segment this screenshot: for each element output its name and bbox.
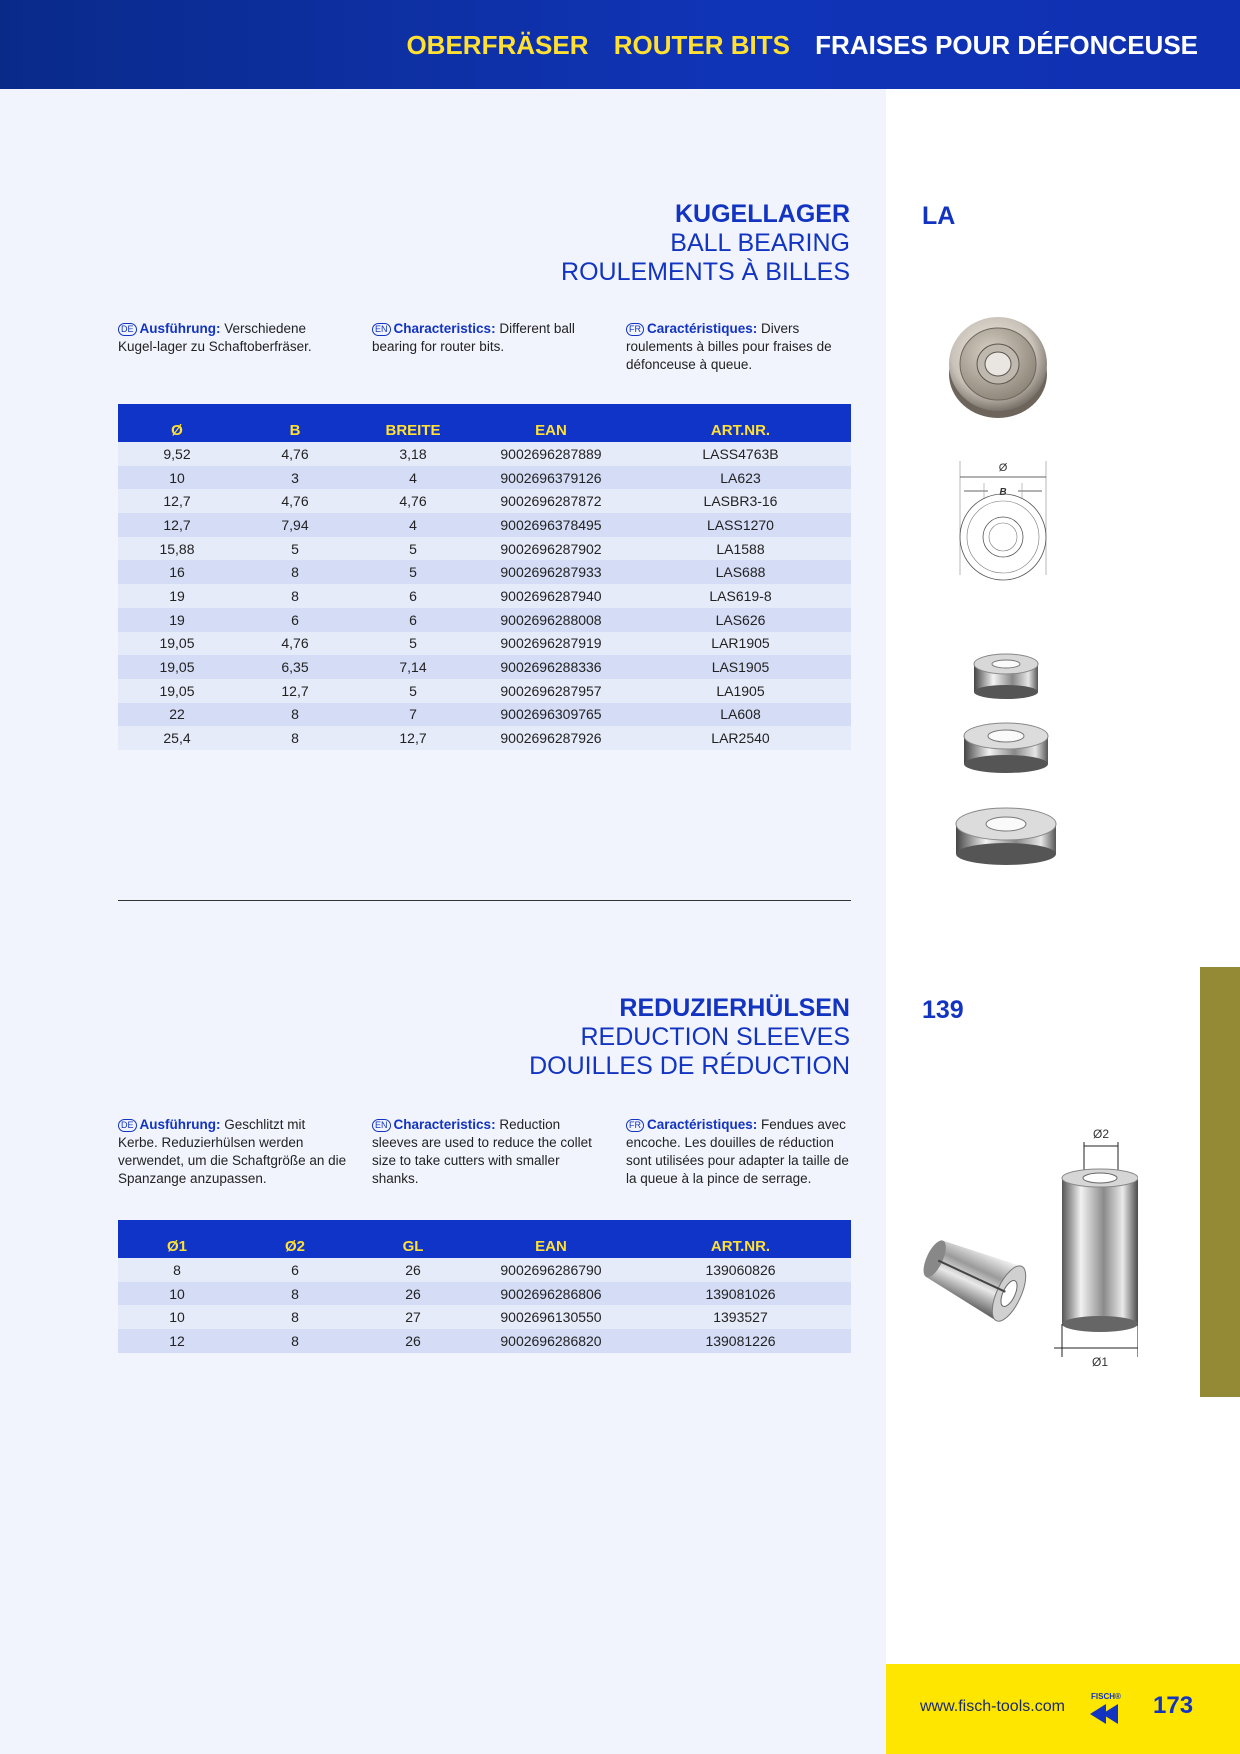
lang-badge-fr: FR [626, 323, 644, 336]
desc-text: Verschiedene Kugel-lager zu Schaftoberfräser. [118, 321, 312, 354]
ball-bearing-table [118, 404, 851, 750]
table-cell: LAR1905 [630, 632, 851, 656]
table-header-row [118, 404, 851, 442]
table-row [118, 1305, 851, 1329]
diagram-d2-label: Ø2 [1092, 1127, 1110, 1141]
table-cell: 4 [354, 466, 472, 490]
desc-label: Ausführung: [139, 321, 221, 336]
table-cell: 139081026 [630, 1282, 851, 1306]
table-cell: 4,76 [354, 489, 472, 513]
section1-desc-de [118, 320, 348, 356]
table-cell: LAS688 [630, 560, 851, 584]
column-header: ART.NR. [630, 404, 851, 442]
column-header: EAN [472, 1220, 630, 1258]
bearing-large-photo [952, 802, 1060, 872]
table-cell: 19 [118, 608, 236, 632]
table-row [118, 703, 851, 727]
reduction-sleeve-diagram [1054, 1122, 1138, 1372]
section2-desc-en [372, 1116, 602, 1188]
desc-text: Divers roulements à billes pour fraises de défonceuse à queue. [626, 321, 832, 372]
bearing-small-photo [970, 650, 1042, 702]
desc-text: Different ball bearing for router bits. [372, 321, 575, 354]
image-column [886, 89, 1240, 1754]
brand-logo-text: FISCH® [1091, 1692, 1121, 1701]
table-cell: 19 [118, 584, 236, 608]
table-cell: 3 [236, 466, 354, 490]
table-cell: 6 [236, 608, 354, 632]
table-cell: 9002696288008 [472, 608, 630, 632]
diagram-d1-label: Ø1 [1091, 1355, 1109, 1369]
table-cell: LAS626 [630, 608, 851, 632]
table-cell: 6 [236, 1258, 354, 1282]
table-cell: LA608 [630, 703, 851, 727]
fisch-logo-icon [1088, 1702, 1128, 1734]
desc-label: Caractéristiques: [647, 1117, 758, 1132]
table-cell: 9002696287933 [472, 560, 630, 584]
table-row [118, 679, 851, 703]
table-cell: LASBR3-16 [630, 489, 851, 513]
table-cell: 19,05 [118, 679, 236, 703]
footer-url[interactable]: www.fisch-tools.com [920, 1698, 1065, 1715]
table-row [118, 655, 851, 679]
table-row [118, 537, 851, 561]
table-cell: 19,05 [118, 632, 236, 656]
section2-desc-fr [626, 1116, 856, 1188]
section1-title [561, 200, 850, 287]
table-cell: 26 [354, 1258, 472, 1282]
table-cell: 8 [118, 1258, 236, 1282]
table-cell: 5 [354, 679, 472, 703]
lang-badge-de: DE [118, 323, 137, 336]
table-cell: 4,76 [236, 632, 354, 656]
table-row [118, 513, 851, 537]
table-row [118, 726, 851, 750]
table-cell: 9002696287957 [472, 679, 630, 703]
bearing-medium-photo [960, 718, 1052, 780]
section2-title [529, 994, 850, 1081]
table-cell: 4,76 [236, 442, 354, 466]
table-cell: 9002696379126 [472, 466, 630, 490]
table-cell: 9002696288336 [472, 655, 630, 679]
table-cell: 9002696287919 [472, 632, 630, 656]
column-header: EAN [472, 404, 630, 442]
table-cell: 15,88 [118, 537, 236, 561]
table-cell: 12 [118, 1329, 236, 1353]
section1-desc-en [372, 320, 602, 356]
table-cell: 4 [354, 513, 472, 537]
table-cell: 9002696130550 [472, 1305, 630, 1329]
table-row [118, 442, 851, 466]
section2-title-fr: DOUILLES DE RÉDUCTION [529, 1052, 850, 1080]
section1-desc-fr [626, 320, 856, 374]
table-cell: 139060826 [630, 1258, 851, 1282]
reduction-sleeve-table [118, 1220, 851, 1353]
table-cell: 9002696287889 [472, 442, 630, 466]
table-cell: 8 [236, 703, 354, 727]
table-cell: 7 [354, 703, 472, 727]
table-cell: 10 [118, 1305, 236, 1329]
lang-badge-en: EN [372, 323, 391, 336]
column-header: Ø1 [118, 1220, 236, 1258]
table-cell: 5 [354, 537, 472, 561]
table-cell: 6 [354, 584, 472, 608]
header-title-fr: FRAISES POUR DÉFONCEUSE [815, 30, 1198, 60]
table-row [118, 466, 851, 490]
table-cell: LASS4763B [630, 442, 851, 466]
table-cell: 8 [236, 1329, 354, 1353]
table-cell: 9002696287926 [472, 726, 630, 750]
section1-title-fr: ROULEMENTS À BILLES [561, 258, 850, 286]
table-row [118, 560, 851, 584]
desc-text: Fendues avec encoche. Les douilles de réduction sont utilisées pour adapter la taille de la queue à la pince de serrage. [626, 1117, 849, 1186]
table-cell: 8 [236, 584, 354, 608]
table-cell: LASS1270 [630, 513, 851, 537]
table-cell: 5 [236, 537, 354, 561]
section2-code: 139 [922, 996, 964, 1024]
table-cell: 8 [236, 726, 354, 750]
table-row [118, 1258, 851, 1282]
section2-title-en: REDUCTION SLEEVES [580, 1023, 850, 1051]
table-cell: 7,94 [236, 513, 354, 537]
lang-badge-en: EN [372, 1119, 391, 1132]
table-cell: 25,4 [118, 726, 236, 750]
desc-label: Ausführung: [139, 1117, 221, 1132]
reduction-sleeve-photo [920, 1220, 1042, 1340]
header-titles [388, 30, 1198, 61]
table-cell: LAS619-8 [630, 584, 851, 608]
section1-title-en: BALL BEARING [670, 229, 850, 257]
table-cell: 26 [354, 1329, 472, 1353]
table-cell: 26 [354, 1282, 472, 1306]
table-cell: 12,7 [354, 726, 472, 750]
desc-text: Geschlitzt mit Kerbe. Reduzierhülsen werden verwendet, um die Schaftgröße an die Spanzange anzupassen. [118, 1117, 347, 1186]
table-cell: LAR2540 [630, 726, 851, 750]
page-number: 173 [1153, 1692, 1194, 1719]
table-cell: 6,35 [236, 655, 354, 679]
lang-badge-de: DE [118, 1119, 137, 1132]
table-cell: 22 [118, 703, 236, 727]
column-header: Ø [118, 404, 236, 442]
table-cell: 9002696287902 [472, 537, 630, 561]
table-cell: LA623 [630, 466, 851, 490]
table-cell: 12,7 [118, 489, 236, 513]
chapter-tab [1200, 967, 1240, 1397]
table-cell: 9002696309765 [472, 703, 630, 727]
table-cell: 27 [354, 1305, 472, 1329]
table-cell: 12,7 [236, 679, 354, 703]
table-cell: 12,7 [118, 513, 236, 537]
table-cell: 16 [118, 560, 236, 584]
column-header: B [236, 404, 354, 442]
desc-text: Reduction sleeves are used to reduce the collet size to take cutters with smaller shanks. [372, 1117, 592, 1186]
table-row [118, 489, 851, 513]
table-cell: 9002696378495 [472, 513, 630, 537]
header-title-en: ROUTER BITS [613, 30, 790, 60]
lang-badge-fr: FR [626, 1119, 644, 1132]
table-cell: 9,52 [118, 442, 236, 466]
table-cell: LA1588 [630, 537, 851, 561]
section1-title-de: KUGELLAGER [675, 200, 850, 228]
section2-desc-de [118, 1116, 348, 1188]
table-cell: 8 [236, 1282, 354, 1306]
header-title-de: OBERFRÄSER [406, 30, 589, 60]
ball-bearing-diagram [948, 455, 1058, 585]
table-row [118, 584, 851, 608]
diagram-width-label: B [999, 487, 1007, 498]
table-row [118, 632, 851, 656]
table-row [118, 1329, 851, 1353]
table-cell: 5 [354, 632, 472, 656]
diagram-diameter-label: Ø [998, 462, 1008, 474]
table-cell: 9002696286790 [472, 1258, 630, 1282]
table-cell: 139081226 [630, 1329, 851, 1353]
table-row [118, 608, 851, 632]
table-cell: 6 [354, 608, 472, 632]
ball-bearing-photo [948, 312, 1058, 422]
table-cell: 8 [236, 1305, 354, 1329]
column-header: GL [354, 1220, 472, 1258]
table-cell: 4,76 [236, 489, 354, 513]
desc-label: Caractéristiques: [647, 321, 758, 336]
page-header [0, 0, 1240, 89]
table-cell: 10 [118, 1282, 236, 1306]
table-cell: 5 [354, 560, 472, 584]
table-cell: 9002696286806 [472, 1282, 630, 1306]
table-cell: LAS1905 [630, 655, 851, 679]
table-cell: 10 [118, 466, 236, 490]
desc-label: Characteristics: [393, 1117, 496, 1132]
desc-label: Characteristics: [393, 321, 496, 336]
table-cell: 9002696287940 [472, 584, 630, 608]
column-header: ART.NR. [630, 1220, 851, 1258]
section1-code: LA [922, 202, 956, 230]
section2-title-de: REDUZIERHÜLSEN [619, 994, 850, 1022]
table-cell: 19,05 [118, 655, 236, 679]
table-cell: LA1905 [630, 679, 851, 703]
table-cell: 3,18 [354, 442, 472, 466]
table-row [118, 1282, 851, 1306]
table-cell: 9002696286820 [472, 1329, 630, 1353]
table-cell: 7,14 [354, 655, 472, 679]
section-divider [118, 900, 851, 901]
column-header: BREITE [354, 404, 472, 442]
column-header: Ø2 [236, 1220, 354, 1258]
table-cell: 8 [236, 560, 354, 584]
table-header-row [118, 1220, 851, 1258]
table-cell: 1393527 [630, 1305, 851, 1329]
table-cell: 9002696287872 [472, 489, 630, 513]
